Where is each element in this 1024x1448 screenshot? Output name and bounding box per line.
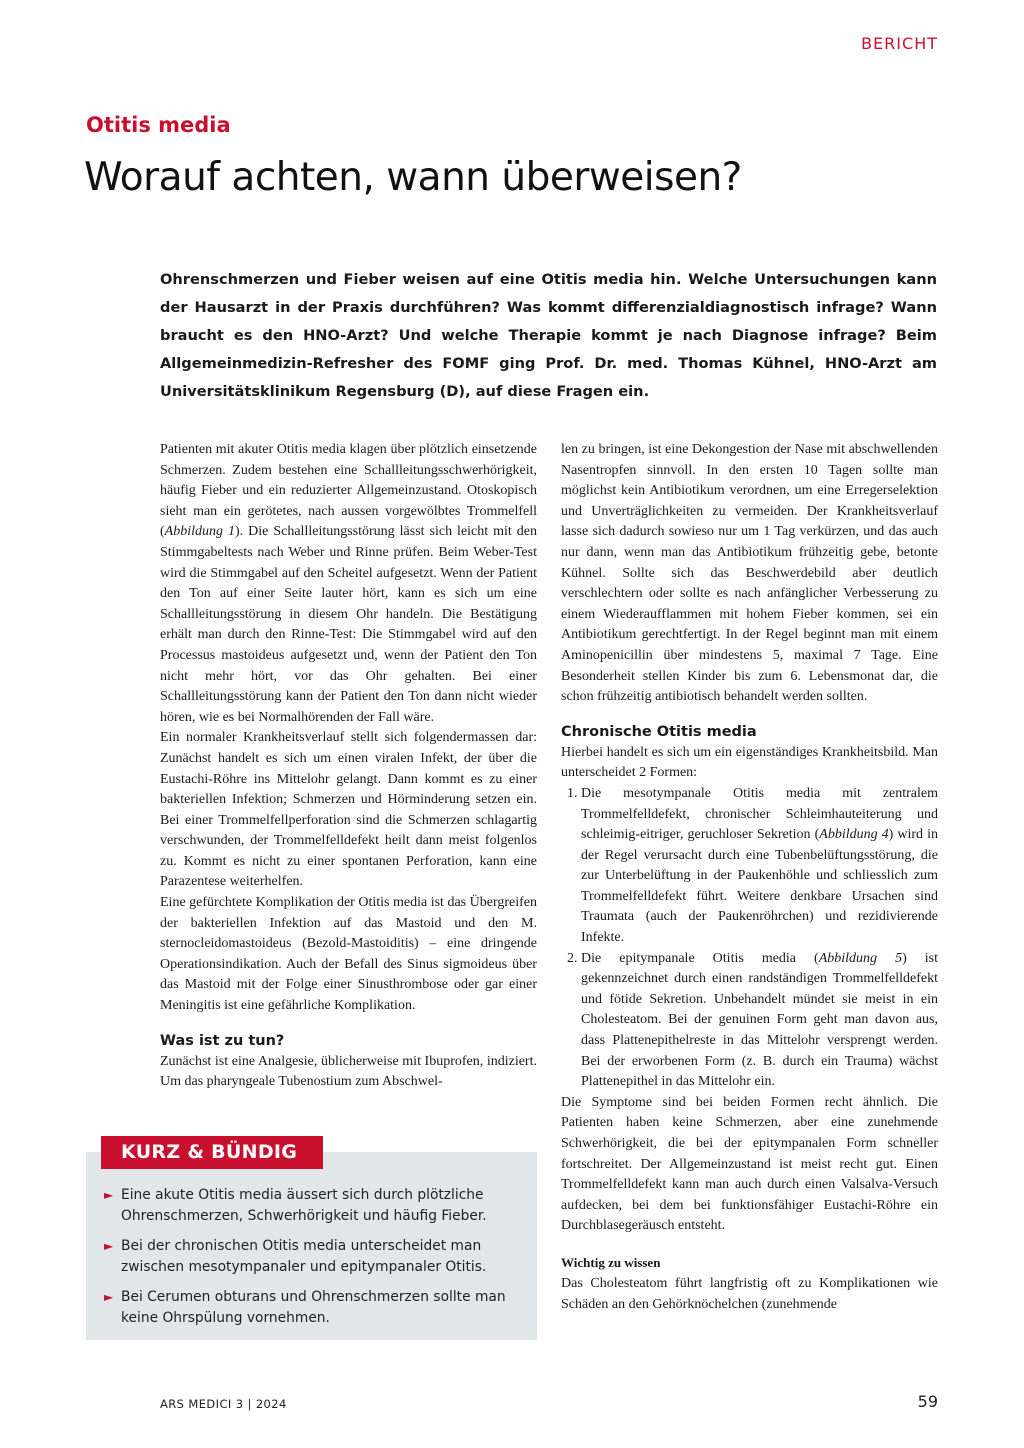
subheading-chronic-otitis: Chronische Otitis media <box>561 723 757 740</box>
summary-list <box>104 1185 524 1338</box>
paragraph: Das Cholesteatom führt langfristig oft zu Komplikationen wie Schäden an den Gehörknöchelchen (zunehmende <box>561 1275 938 1312</box>
paragraph: Die Symptome sind bei beiden Formen recht ähnlich. Die Patienten haben keine Schmerzen, aber eine zunehmende Schwerhörigkeit, die bei der epitympanalen Form schneller fortschreitet. Der Allgemeinzustand ist meist recht gut. Einen Trommelfelldefekt kann man auch durch einen Valsalva-Versuch aufdecken, bei dem bei funktionsfähiger Eustachi-Röhre ein Durchblasegeräusch entsteht. <box>561 1094 938 1234</box>
arrow-right-icon: ► <box>104 1188 114 1202</box>
paragraph: Eine gefürchtete Komplikation der Otitis media ist das Übergreifen der bakteriellen Infektion auf das Mastoid und den M. sternocleidomastoideus (Bezold-Mastoiditis) – eine dringende Operationsindikation. Auch der Befall des Sinus sigmoideus über das Mastoid mit der Folge einer Sinusthrombose oder gar einer Meningitis ist eine gefährliche Komplikation. <box>160 895 537 1014</box>
figure-reference: Abbildung 4 <box>819 827 889 843</box>
subheading-what-to-do: Was ist zu tun? <box>160 1032 285 1049</box>
paragraph: Zunächst ist eine Analgesie, üblicherweise mit Ibuprofen, indiziert. Um das pharyngeale Tubenostium zum Abschwel- <box>160 1053 537 1090</box>
body-column-left <box>160 440 537 1093</box>
figure-reference: Abbildung 5 <box>818 950 903 966</box>
figure-reference: Abbildung 1 <box>164 524 235 540</box>
paragraph: len zu bringen, ist eine Dekongestion der Nase mit abschwellenden Nasentropfen sinnvoll. In den ersten 10 Tagen sollte man möglichst kein Antibiotikum verordnen, um eine Erregerselektion und Unverträglichkeiten zu vermeiden. Der Krankheitsverlauf lasse sich dadurch sowieso nur um 1 Tag verkürzen, und das auch nur dann, wenn man das Antibiotikum frühzeitig gebe, betonte Kühnel. Sollte sich das Beschwerdebild aber deutlich verschlechtern oder sollte es nach anfänglicher Verbesserung zu einem Wiederaufflammen mit hohem Fieber kommen, sei ein Antibiotikum gerechtfertigt. In der Regel beginnt man mit einem Aminopenicillin über mindestens 5, maximal 7 Tage. Eine Besonderheit stellen Kinder bis zum 6. Lebensmonat dar, die schon frühzeitig antibiotisch behandelt werden sollten. <box>561 442 938 705</box>
subheading-important: Wichtig zu wissen <box>561 1254 661 1270</box>
summary-item: ► Bei der chronischen Otitis media unterscheidet man zwischen mesotympanaler und epitympanaler Otitis. <box>104 1238 487 1275</box>
summary-title: KURZ & BÜNDIG <box>101 1136 323 1169</box>
paragraph: Hierbei handelt es sich um ein eigenständiges Krankheitsbild. Man unterscheidet 2 Formen: <box>561 744 938 781</box>
article-title: Worauf achten, wann überweisen? <box>84 155 742 200</box>
arrow-right-icon: ► <box>104 1290 114 1304</box>
summary-item: ► Bei Cerumen obturans und Ohrenschmerzen sollte man keine Ohrspülung vornehmen. <box>104 1289 506 1326</box>
page-number: 59 <box>917 1392 938 1411</box>
list-item: 2. Die epitympanale Otitis media (Abbildung 5) ist gekennzeichnet durch einen randständigen Trommelfelldefekt und fötide Sekretion. Unbehandelt mündet sie meist in ein Cholesteatom. Bei der genuinen Form geht man davon aus, dass Plattenepithelreste in das Mittelohr versprengt werden. Bei der erworbenen Form (z. B. durch ein Trauma) wächst Plattenepithel in das Mittelohr ein. <box>581 949 938 1093</box>
section-label: BERICHT <box>861 34 938 53</box>
paragraph: Patienten mit akuter Otitis media klagen über plötzlich einsetzende Schmerzen. Zudem bestehen eine Schallleitungsschwerhörigkeit, häufig Fieber und ein reduzierter Allgemeinzustand. Otoskopisch sieht man ein gerötetes, nach aussen vorgewölbtes Trommelfell (Abbildung 1). Die Schallleitungsstörung lässt sich leicht mit den Stimmgabeltests nach Weber und Rinne prüfen. Beim Weber-Test wird die Stimmgabel auf den Scheitel aufgesetzt. Wenn der Patient den Ton auf einer Seite lauter hört, kann es sich um eine Schallleitungsstörung in diesem Ohr handeln. Die Bestätigung erhält man durch den Rinne-Test: Die Stimmgabel wird auf den Processus mastoideus aufgesetzt und, wenn der Patient den Ton nicht mehr hört, vor das Ohr gehalten. Bei einer Schallleitungsstörung kann der Patient den Ton dann nicht wieder hören, wie es bei Normalhörenden der Fall wäre. <box>160 442 537 725</box>
footer-journal: ARS MEDICI 3 | 2024 <box>160 1397 287 1411</box>
paragraph: Ein normaler Krankheitsverlauf stellt sich folgendermassen dar: Zunächst handelt es sich um einen viralen Infekt, der über die Eustachi-Röhre ins Mittelohr gelangt. Dann kommt es zu einer bakteriellen Infektion; Schmerzen und Hörminderung setzen ein. Bei einer Trommelfellperforation sind die Schmerzen schlagartig verschwunden, der Trommelfelldefekt heilt dann meist folgenlos zu. Kommt es nicht zu einer spontanen Perforation, kann eine Parazentese weiterhelfen. <box>160 730 537 890</box>
article-lead: Ohrenschmerzen und Fieber weisen auf eine Otitis media hin. Welche Untersuchungen kann der Hausarzt in der Praxis durchführen? Was kommt differenzialdiagnostisch infrage? Wann braucht es den HNO-Arzt? Und welche Therapie kommt je nach Diagnose infrage? Beim Allgemeinmedizin-Refresher des FOMF ging Prof. Dr. med. Thomas Kühnel, HNO-Arzt am Universitätsklinikum Regensburg (D), auf diese Fragen ein. <box>160 271 937 400</box>
body-column-right <box>561 440 938 1315</box>
forms-list <box>561 784 938 1093</box>
arrow-right-icon: ► <box>104 1239 114 1253</box>
summary-item: ► Eine akute Otitis media äussert sich durch plötzliche Ohrenschmerzen, Schwerhörigkeit und häufig Fieber. <box>104 1187 487 1224</box>
article-kicker: Otitis media <box>86 113 231 137</box>
list-item: 1. Die mesotympanale Otitis media mit zentralem Trommelfelldefekt, chronischer Schleimhauteiterung und schleimig-eitriger, geruchloser Sekretion (Abbildung 4) wird in der Regel verursacht durch eine Tubenbelüftungsstörung, die zur Unterbelüftung in der Paukenhöhle und schliesslich zum Trommelfelldefekt führt. Weitere denkbare Ursachen sind Traumata (auch der Paukenröhrchen) und rezidivierende Infekte. <box>581 784 938 949</box>
